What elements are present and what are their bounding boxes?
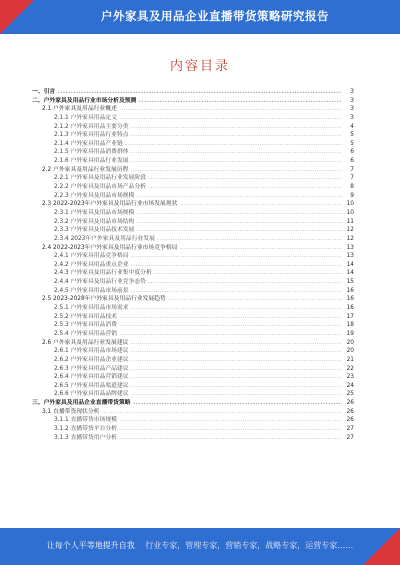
toc-entry[interactable]: [32, 123, 354, 132]
toc-entry-label: 2.4.3 户外家具及用品行业集中度分析 .....: [32, 269, 342, 278]
toc-entry-page: 27: [342, 425, 354, 434]
toc-entry-label: 2.6 户外家具及用品行业发展建议 .....: [32, 339, 342, 348]
toc-entry[interactable]: [32, 287, 354, 296]
toc-entry[interactable]: [32, 365, 354, 374]
toc-entry-label: 2.6.5 户外家具用品渠道建议 .....: [32, 382, 342, 391]
toc-entry-label: 3.1.3 直播带货用户分析 .....: [32, 434, 342, 443]
toc-entry-page: 3: [342, 97, 354, 106]
toc-entry-label: 2.3.3 户外家具及用品技术发展 .....: [32, 226, 342, 235]
toc-entry-page: 3: [342, 114, 354, 123]
toc-entry-page: 4: [342, 123, 354, 132]
toc-entry-page: 10: [342, 209, 354, 218]
toc-entry[interactable]: [32, 434, 354, 443]
toc-entry[interactable]: [32, 416, 354, 425]
toc-entry-page: 26: [342, 416, 354, 425]
toc-entry-page: 21: [342, 356, 354, 365]
toc-entry[interactable]: [32, 183, 354, 192]
toc-entry-label: 2.5 2023-2028年户外家具及用品行业发展趋势 .....: [32, 295, 342, 304]
toc-entry[interactable]: [32, 425, 354, 434]
toc-entry[interactable]: [32, 295, 354, 304]
toc-entry[interactable]: [32, 321, 354, 330]
toc-entry-label: 2.1.1 户外家具用品定义 .....: [32, 114, 342, 123]
toc-entry[interactable]: [32, 244, 354, 253]
toc-entry-page: 3: [342, 105, 354, 114]
toc-entry[interactable]: [32, 347, 354, 356]
toc-entry-label: 2.3.4 2023年户外家具及用品行业发展 .....: [32, 235, 342, 244]
toc-entry[interactable]: [32, 269, 354, 278]
toc-entry[interactable]: [32, 235, 354, 244]
toc-entry-page: 12: [342, 235, 354, 244]
toc-entry[interactable]: [32, 339, 354, 348]
toc-entry-page: 9: [342, 192, 354, 201]
toc-entry[interactable]: [32, 209, 354, 218]
toc-entry-label: 3.1 直播带货现状分析 .....: [32, 408, 342, 417]
toc-entry-label: 2.3 2022-2023年户外家具及用品行业市场发展现状 .....: [32, 200, 342, 209]
toc-entry-page: 20: [342, 339, 354, 348]
footer-slogan: [0, 540, 400, 551]
toc-entry[interactable]: [32, 278, 354, 287]
toc-entry-page: 7: [342, 174, 354, 183]
toc-entry[interactable]: [32, 356, 354, 365]
toc-entry-label: 2.4.2 户外家具用品重点企业 .....: [32, 261, 342, 270]
toc-entry-page: 14: [342, 269, 354, 278]
footer-tail: 行业专家，管理专家，营销专家，战略专家，运营专家……: [145, 541, 354, 550]
toc-entry-page: 18: [342, 321, 354, 330]
toc-entry-page: 24: [342, 382, 354, 391]
toc-entry[interactable]: [32, 252, 354, 261]
toc-entry-label: 2.4.4 户外家具及用品行业竞争态势 .....: [32, 278, 342, 287]
toc-entry[interactable]: [32, 166, 354, 175]
toc-entry-label: 2.2.2 户外家具及用品市场产品分析 .....: [32, 183, 342, 192]
toc-entry-page: 13: [342, 252, 354, 261]
toc-entry-label: 2.1 户外家具及用品行业概述 .....: [32, 105, 342, 114]
toc-entry[interactable]: [32, 148, 354, 157]
toc-entry[interactable]: [32, 174, 354, 183]
toc-entry-page: 15: [342, 278, 354, 287]
toc-entry-label: 2.4 2022-2023年户外家具及用品行业市场竞争格局 .....: [32, 244, 342, 253]
table-of-contents: [32, 88, 354, 442]
toc-entry-label: 二、户外家具及用品行业市场分析及预测 .....: [32, 97, 342, 106]
toc-entry-label: 3.1.1 直播带货市场规模 .....: [32, 416, 342, 425]
toc-entry-page: 5: [342, 131, 354, 140]
toc-entry[interactable]: [32, 157, 354, 166]
toc-entry-label: 2.1.5 户外家具用品消费群体 .....: [32, 148, 342, 157]
toc-entry[interactable]: [32, 390, 354, 399]
toc-entry-page: 14: [342, 261, 354, 270]
toc-entry-page: 13: [342, 244, 354, 253]
toc-entry-label: 2.1.3 户外家具用品行业特点 .....: [32, 131, 342, 140]
toc-entry-page: 10: [342, 200, 354, 209]
toc-entry[interactable]: [32, 373, 354, 382]
toc-entry-page: 17: [342, 313, 354, 322]
toc-entry-label: 三、户外家具及用品企业直播带货策略 .....: [32, 399, 342, 408]
toc-entry[interactable]: [32, 88, 354, 97]
toc-entry-page: 26: [342, 408, 354, 417]
toc-entry[interactable]: [32, 131, 354, 140]
toc-entry[interactable]: [32, 97, 354, 106]
toc-entry-label: 2.5.2 户外家具用品技术 .....: [32, 313, 342, 322]
toc-entry-page: 7: [342, 166, 354, 175]
toc-entry-label: 2.6.3 户外家具用品产品建议 .....: [32, 365, 342, 374]
report-title: 户外家具及用品企业直播带货策略研究报告: [101, 9, 329, 23]
toc-entry-page: 6: [342, 157, 354, 166]
toc-entry-label: 一、引言 .....: [32, 88, 342, 97]
toc-entry-page: 25: [342, 390, 354, 399]
header-banner: [0, 0, 400, 34]
toc-entry-label: 2.6.2 户外家具用品企业建议 .....: [32, 356, 342, 365]
toc-entry[interactable]: [32, 192, 354, 201]
footer-banner: [0, 528, 400, 565]
toc-entry-label: 2.1.2 户外家具用品主要分类 .....: [32, 123, 342, 132]
toc-entry-page: 19: [342, 330, 354, 339]
toc-entry-label: 2.5.4 户外家具用品营销 .....: [32, 330, 342, 339]
toc-entry[interactable]: [32, 226, 354, 235]
toc-heading: 内容目录: [169, 59, 230, 74]
toc-entry-page: 3: [342, 88, 354, 97]
toc-entry-page: 5: [342, 140, 354, 149]
toc-entry-label: 2.3.1 户外家具及用品市场规模 .....: [32, 209, 342, 218]
toc-entry-page: 16: [342, 304, 354, 313]
toc-entry-label: 2.6.6 户外家具用品品牌建议 .....: [32, 390, 342, 399]
toc-entry-page: 20: [342, 347, 354, 356]
toc-entry[interactable]: [32, 200, 354, 209]
header-red-corner: [0, 0, 34, 34]
toc-entry-label: 2.1.6 户外家具用品行业发展 .....: [32, 157, 342, 166]
toc-entry-page: 26: [342, 399, 354, 408]
toc-entry-label: 2.6.4 户外家具用品营销建议 .....: [32, 373, 342, 382]
toc-entry-label: 2.4.1 户外家具用品竞争格局 .....: [32, 252, 342, 261]
toc-entry-label: 3.1.2 直播带货平台分析 .....: [32, 425, 342, 434]
toc-entry-label: 2.5.3 户外家具用品消费 .....: [32, 321, 342, 330]
toc-entry[interactable]: [32, 304, 354, 313]
toc-entry[interactable]: [32, 140, 354, 149]
toc-entry-label: 2.2.3 户外家具及用品市场规模 .....: [32, 192, 342, 201]
toc-entry-page: 23: [342, 373, 354, 382]
toc-entry[interactable]: [32, 330, 354, 339]
toc-entry[interactable]: [32, 218, 354, 227]
toc-entry-label: 2.2.1 户外家具及用品行业发展阶段 .....: [32, 174, 342, 183]
toc-entry-page: 8: [342, 183, 354, 192]
toc-entry[interactable]: [32, 313, 354, 322]
toc-entry-label: 2.1.4 户外家具用品产业链 .....: [32, 140, 342, 149]
toc-entry[interactable]: [32, 261, 354, 270]
toc-entry-page: 27: [342, 434, 354, 443]
toc-entry-page: 12: [342, 226, 354, 235]
toc-entry-page: 11: [342, 218, 354, 227]
toc-entry[interactable]: [32, 105, 354, 114]
toc-entry-page: 6: [342, 148, 354, 157]
toc-entry[interactable]: [32, 382, 354, 391]
toc-entry-label: 2.6.1 户外家具用品市场建议 .....: [32, 347, 342, 356]
toc-entry-label: 2.5.1 户外家具用品市场需求 .....: [32, 304, 342, 313]
toc-entry-label: 2.2 户外家具及用品行业发展历程 .....: [32, 166, 342, 175]
toc-entry-page: 22: [342, 365, 354, 374]
toc-entry[interactable]: [32, 114, 354, 123]
footer-lead: 让每个人平等地提升自我: [46, 541, 135, 550]
toc-entry-page: 16: [342, 295, 354, 304]
toc-entry[interactable]: [32, 399, 354, 408]
toc-entry-label: 2.3.2 户外家具及用品市场结构 .....: [32, 218, 342, 227]
toc-entry-page: 16: [342, 287, 354, 296]
toc-entry[interactable]: [32, 408, 354, 417]
toc-entry-label: 2.4.5 户外家具用品市场前景 .....: [32, 287, 342, 296]
